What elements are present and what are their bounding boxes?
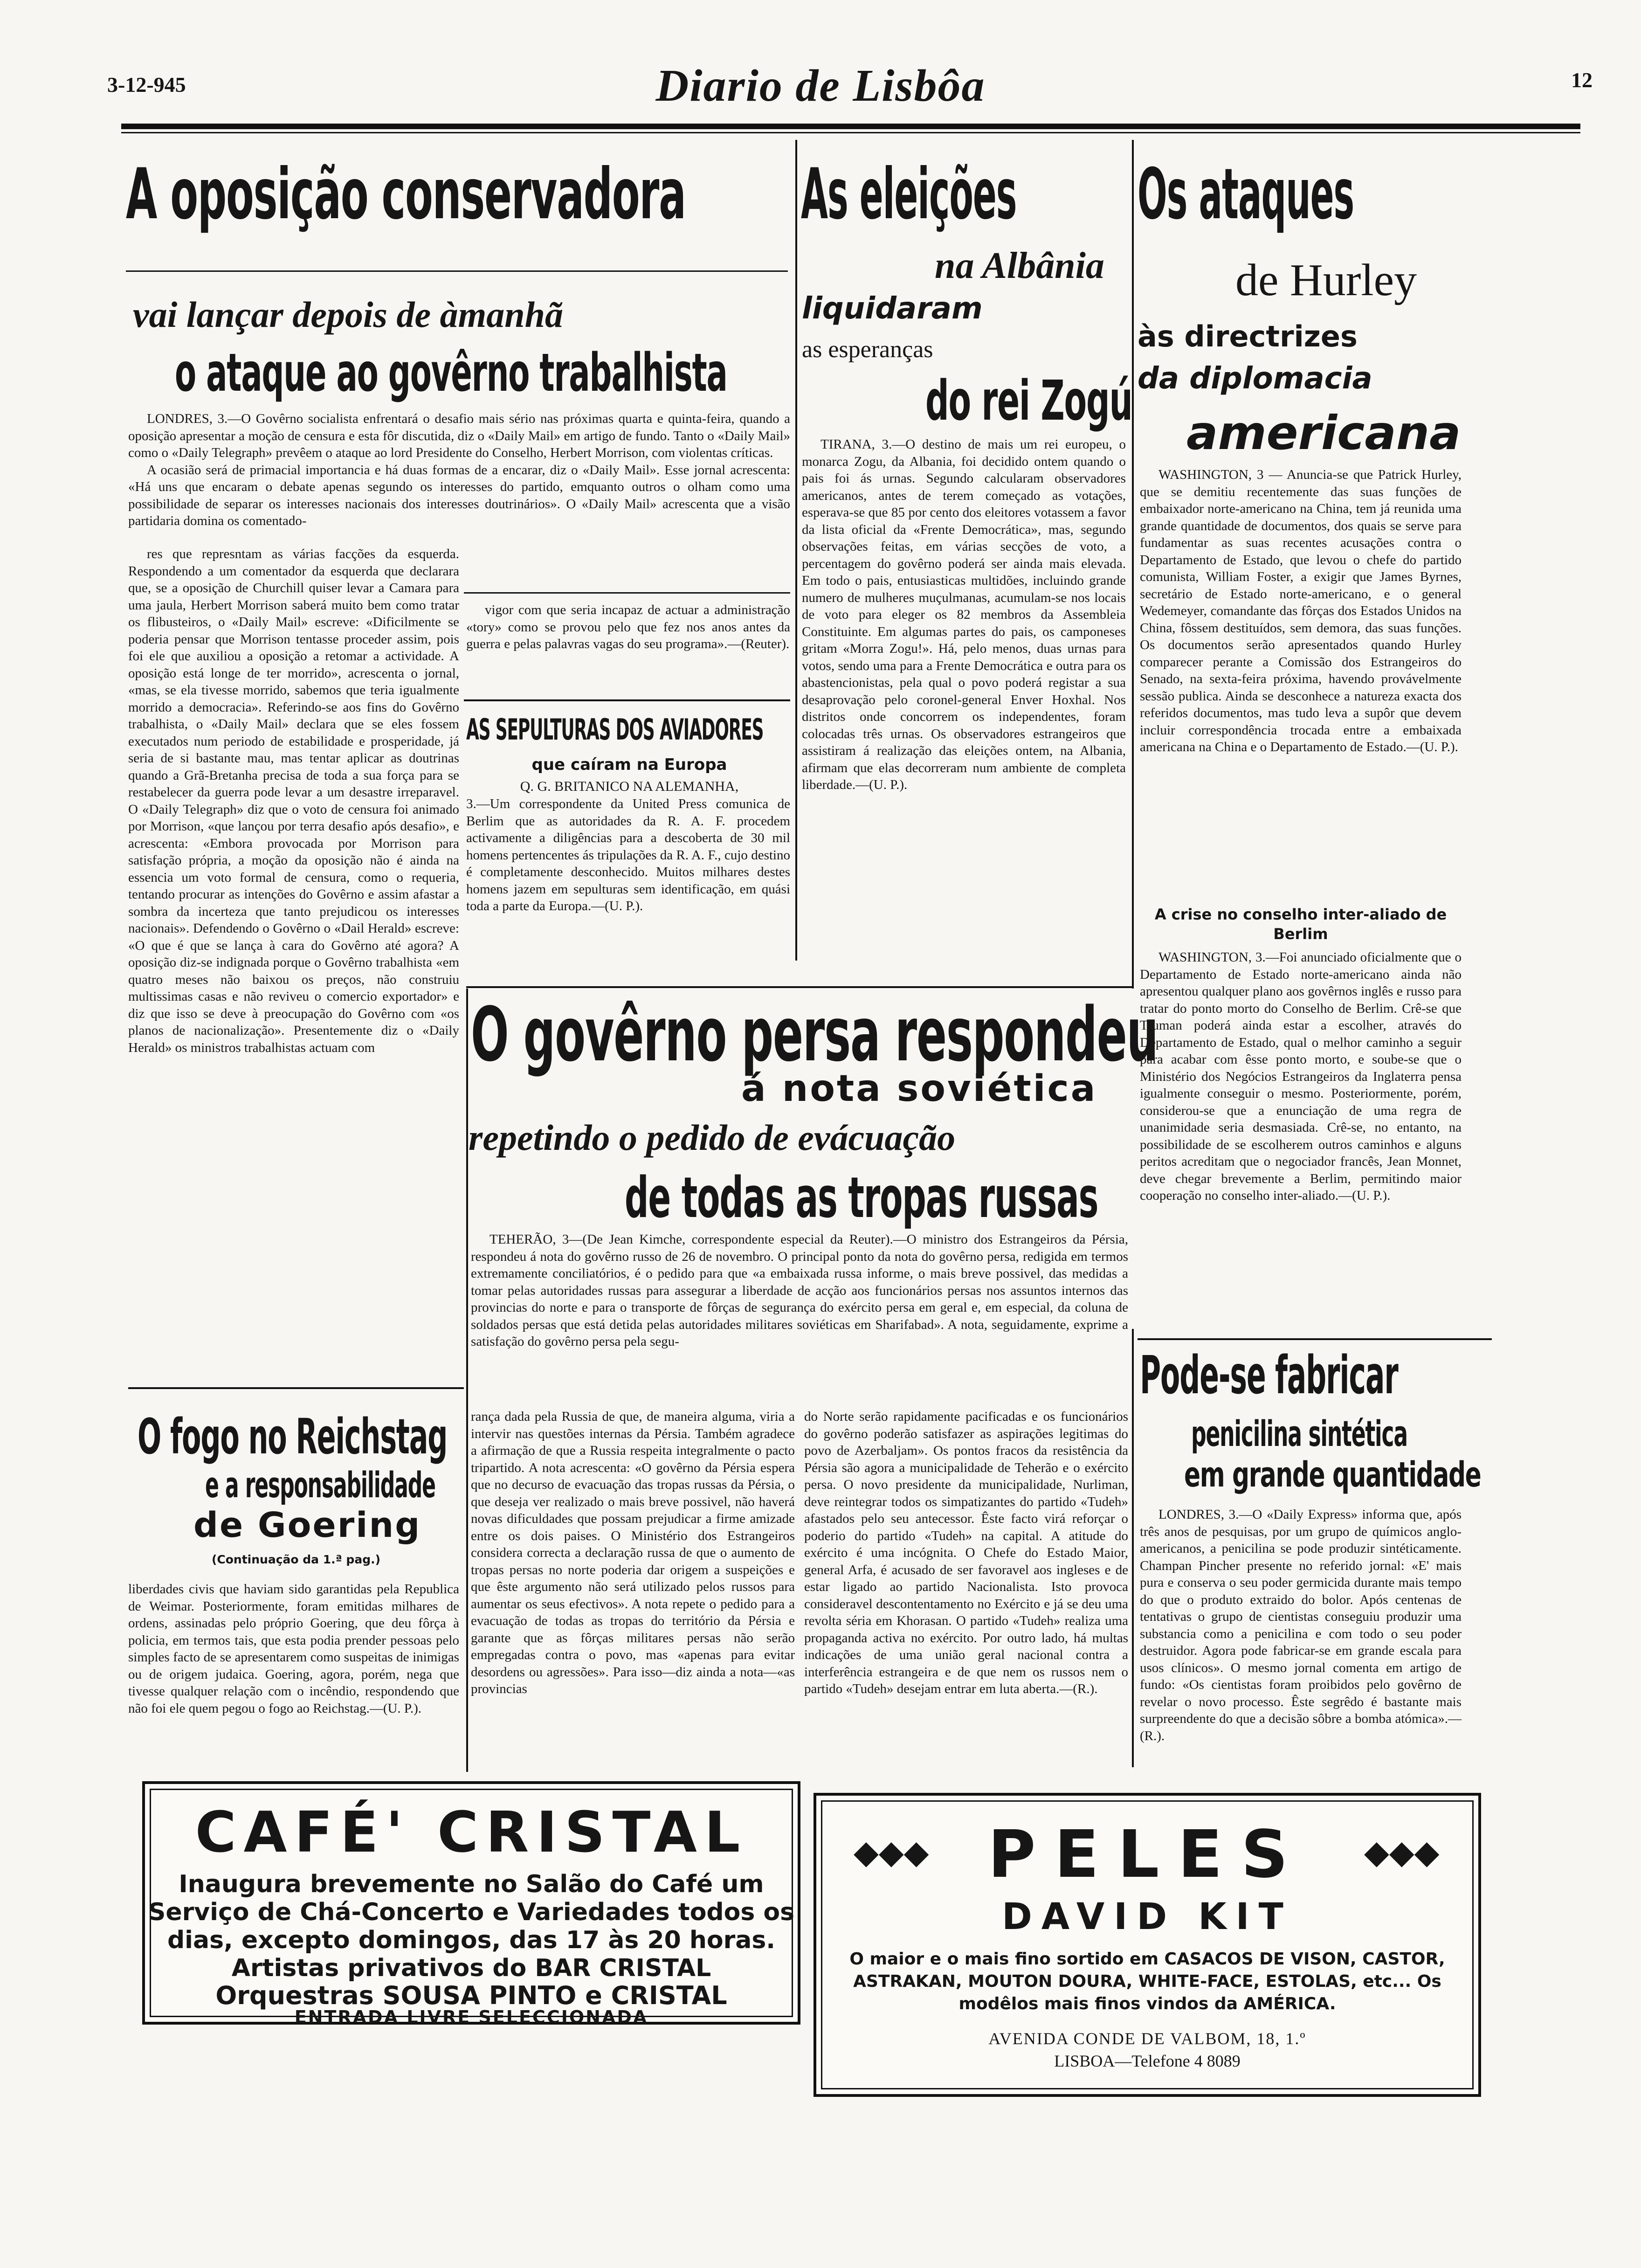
albania-body <box>802 436 1126 794</box>
ad-cafe-line: Inaugura brevemente no Salão do Café um <box>179 1870 764 1898</box>
column-divider <box>466 989 468 1772</box>
ad-peles-subtitle: DAVID KIT <box>1002 1896 1293 1938</box>
subhead-reichstag-2: de Goering <box>193 1505 421 1545</box>
subhead-penicillin-1: penicilina sintética <box>1191 1413 1407 1454</box>
masthead-rule-thin <box>121 132 1580 133</box>
body-paragraph: rança dada pela Russia de que, de maneira alguma, viria a intervir nas questões internas da Pérsia. Também agradece a afirmação de que a Russia respeita integralmente o pacto tripartido. A nota acrescenta: «O govêrno da Pérsia espera que no decurso de evacuação das tropas russas da Pérsia, o que deseja ver realizado o mais breve possivel, não haverá novas dificuldades que possam prejudicar a firme amizade entre os dois paises. O Ministério dos Estrangeiros considera correcta a declaração russa de que o aumento de tropas persas no norte poderia dar origem a suspeições e que êste argumento não será utilizado pelos russos para aumentar os seus efectivos». A nota repete o pedido para a evacuação de todas as tropas do território da Pérsia e garante que as fôrças militares persas não serão empregadas contra o povo, mas «apenas para evitar desordens ou agressões». Para isso—diz ainda a nota—«as provincias <box>471 1409 795 1696</box>
lead-paragraph: LONDRES, 3.—O Govêrno socialista enfrentará o desafio mais sério nas próximas quarta e quinta-feira, quando a oposição apresentar a moção de censura e esta fôr discutida, diz o «Daily Mail» em artigo de fundo. Tanto o «Daily Mail» como o «Daily Telegraph» prevêem o ataque ao lord Presidente do Conselho, Herbert Morrison, com violentas críticas. <box>128 411 790 460</box>
subhead-aviators: que caíram na Europa <box>531 755 727 774</box>
hurley-body <box>1140 466 1462 756</box>
masthead-title: Diario de Lisbôa <box>655 61 986 111</box>
body-paragraph: do Norte serão rapidamente pacificadas e os funcionários do govêrno poderão satisfazer as aspirações legitimas do povo de Azerbaljam». Os pontos fracos da resistência da Pérsia são agora a municipalidade de Teherão e o exército persa. O novo presidente da municipalidade, Nurliman, deve reintegrar todos os simpatizantes do partido «Tudeh» afastados pelo seu antecessor. Êste facto virá reforçar o poderio do partido «Tudeh» na capital. A atitude do exército é uma incógnita. O Chefe do Estado Maior, general Arfa, é acusado de ser favoravel aos ingleses e de estar ligado ao partido Nacionalista. Isto provoca consideravel descontentamento no Exército e já se deu uma revolta séria em Khorasan. O partido «Tudeh» realiza uma propaganda activa no exército. Por outro lado, há multas indicações de uma união geral nacional contra a interferência estrangeira e de que nem os russos nem o partido «Tudeh» desejam entrar em luta aberta.—(R.). <box>804 1409 1128 1696</box>
column-divider <box>1132 140 1134 989</box>
ad-cafe-line: ENTRADA LIVRE SELECCIONADA <box>294 2007 648 2027</box>
persia-lead <box>471 1231 1128 1350</box>
headline-rule <box>126 270 788 272</box>
persia-col2 <box>804 1408 1128 1753</box>
lead-paragraph: TEHERÃO, 3—(De Jean Kimche, correspondente especial da Reuter).—O ministro dos Estrangeiros da Pérsia, respondeu á nota do govêrno russo de 26 de novembro. O principal ponto da nota do govêrno persa, redigida em termos extremamente conciliatórios, é o pedido para que «a embaixada russa informe, o mais breve possivel, das medidas a tomar pelas autoridades russas para assegurar a liberdade de acção aos funcionários persas nos assuntos internos das provincias do norte e para o transporte de fôrças de segurança do exército persa em geral e, em especial, da coluna de soldados persas que está detida pelas autoridades militares soviéticas em Sharifabad». A nota, seguidamente, exprime a satisfação do govêrno persa pela segu- <box>471 1232 1128 1349</box>
section-rule <box>1138 1338 1492 1340</box>
hurley-box-body <box>1140 949 1462 1204</box>
subhead-hurley-3: da diplomacia <box>1138 361 1372 396</box>
subhead-albania-4: do rei Zogú <box>925 368 1132 433</box>
opposition-col2 <box>466 602 790 653</box>
subhead-hurley-1: de Hurley <box>1235 255 1417 305</box>
section-rule <box>128 1387 464 1389</box>
lead-paragraph: A ocasião será de primacial importancia e há duas formas de a encarar, diz o «Daily Mail». Esse jornal acrescenta: «Há uns que encaram o debate apenas segundo os interesses do partido, emquanto outros o olham como uma possibilidade de separar os interesses nacionais dos interesses doutrinários». O «Daily Mail» acrescenta que a visão partidaria domina os comentado- <box>128 462 790 528</box>
subhead-persia-2: repetindo o pedido de evácuação <box>469 1117 956 1158</box>
body-paragraph: vigor com que seria incapaz de actuar a administração «tory» como se provou pelo que fez nos anos antes da guerra e pelas palavras vagas do seu programa».—(Reuter). <box>466 602 790 651</box>
body-paragraph: TIRANA, 3.—O destino de mais um rei europeu, o monarca Zogu, da Albania, foi decidido ontem quando o pais foi ás urnas. Segundo calcularam observadores americanos, antes de terem começado as votações, esperava-se que 85 por cento dos eleitores votassem a favor da lista oficial da «Frente Democrática», mas, segundo observações feitas, em várias secções de voto, a percentagem do govêrno poderá ser ainda mais elevada. Em todo o pais, entusiasticas multidões, incluindo grande numero de mulheres muçulmanas, acumulam-se nos locais de voto para eleger os 82 membros da Assembleia Constituinte. Em algumas partes do pais, os camponeses gritam «Morra Zogu!». Há, pelo menos, duas urnas para votos, sendo uma para a Frente Democrática e outra para os abastencionistas, pela qual o povo poderá registar a sua desaprovação pelo coronel-general Enver Hoxhal. Nos distritos onde concorrem os independentes, foram colocadas três urnas. Os observadores estrangeiros que assistiram á realização das eleições ontem, na Albania, afirmam que elas decorreram num ambiente de completa liberdade.—(U. P.). <box>802 437 1126 792</box>
ornament-right-icon: ◆◆◆ <box>1364 1833 1440 1871</box>
body-paragraph: liberdades civis que haviam sido garantidas pela Republica de Weimar. Posteriormente, foram emitidas milhares de ordens, assinadas pelo próprio Goering, que deu fôrça à policia, em termos tais, que esta podia prender pessoas pelo simples facto de se apresentarem como suspeitas de inimigas ou de origem judaica. Goering, agora, porém, nega que tivesse qualquer relação com o incêndio, respondendo que não foi ele quem pegou o fogo ao Reichstag.—(U. P.). <box>128 1582 459 1716</box>
ad-peles <box>814 1793 1481 2097</box>
ad-peles-title: PELES <box>988 1817 1307 1893</box>
ad-peles-line: modêlos mais finos vindos da AMÉRICA. <box>958 1994 1336 2013</box>
aviators-body <box>466 795 790 915</box>
ad-cafe-cristal <box>142 1781 800 2025</box>
section-rule <box>464 699 790 701</box>
subhead-penicillin-2: em grande quantidade <box>1184 1455 1481 1495</box>
persia-col1 <box>471 1408 795 1753</box>
continued-note: (Continuação da 1.ª pag.) <box>211 1553 381 1566</box>
subhead-hurley-4: americana <box>1186 406 1461 460</box>
subhead-albania-2: liquidaram <box>802 291 983 326</box>
ad-cafe-line: dias, excepto domingos, das 17 às 20 horas. <box>167 1926 776 1954</box>
subhead-opposition-1: vai lançar depois de àmanhã <box>133 294 564 335</box>
ad-peles-line: ASTRAKAN, MOUTON DOURA, WHITE-FACE, ESTOLAS, etc... Os <box>853 1972 1441 1991</box>
subhead-opposition-2: o ataque ao govêrno trabalhista <box>175 343 727 403</box>
headline-reichstag: O fogo no Reichstag <box>138 1408 448 1465</box>
ornament-left-icon: ◆◆◆ <box>854 1833 929 1871</box>
ad-peles-line: O maior e o mais fino sortido em CASACOS DE VISON, CASTOR, <box>849 1950 1445 1969</box>
opposition-col1 <box>128 546 459 1408</box>
subhead-albania-1: na Albânia <box>935 245 1104 286</box>
ad-cafe-line: Artistas privativos do BAR CRISTAL <box>231 1954 711 1982</box>
section-rule <box>466 986 1133 988</box>
hurley-box-head: A crise no conselho inter-aliado de Berlim <box>1154 906 1447 943</box>
page-number: 12 <box>1571 68 1593 92</box>
penicillin-body <box>1140 1506 1462 1744</box>
subhead-albania-3: as esperanças <box>802 336 933 363</box>
body-paragraph: WASHINGTON, 3.—Foi anunciado oficialmente que o Departamento de Estado norte-americano ainda não apresentou qualquer plano aos govêrnos inglês e russo para tratar do ponto morto do Conselho de Berlim. Crê-se que Truman poderá ainda estar a escolher, através do Departamento de Estado, qual o melhor caminho a seguir para acabar com êsse ponto morto, e soube-se que o Ministério dos Negócios Estrangeiros da Inglaterra pensa igualmente conseguir o mesmo. Posteriormente, porém, considerou-se que a enunciação de uma regra de unanimidade seria desmasiada. Crê-se, no entanto, na possibilidade de se escolherem outros caminhos e alguns peritos acreditam que o negociador francês, Jean Monnet, deve chegar brevemente a Berlim, permitindo maior cooperação no conselho inter-aliado.—(U. P.). <box>1140 950 1462 1203</box>
lead-opposition <box>128 410 790 530</box>
ad-cafe-line: Orquestras SOUSA PINTO e CRISTAL <box>215 1981 727 2010</box>
column-divider <box>1132 1329 1134 1767</box>
headline-opposition: A oposição conservadora <box>126 154 686 235</box>
subhead-hurley-2: às directrizes <box>1138 319 1358 353</box>
headline-persia: O govêrno persa respondeu <box>471 991 1158 1078</box>
headline-albania: As eleições <box>801 154 1017 235</box>
column-divider <box>795 140 797 961</box>
subhead-persia-1: á nota soviética <box>741 1068 1097 1110</box>
reichstag-body <box>128 1581 459 1717</box>
body-paragraph: WASHINGTON, 3 — Anuncia-se que Patrick Hurley, que se demitiu recentemente das suas funções de embaixador norte-americano na China, tem já reunida uma grande quantidade de documentos, dos quais se serve para fundamentar as suas recentes acusações contra o Departamento de Estado, que levou o chefe do partido comunista, William Foster, a exigir que James Byrnes, secretário de Estado norte-americano, e o general Wedemeyer, comandante das fôrças dos Estados Unidos na China, fôssem destituídos, sem demora, das suas funções. Os documentos serão apresentados quando Hurley comparecer perante a Comissão dos Estrangeiros do Senado, na sexta-feira próxima, havendo provávelmente sessão publica. Ainda se desconhece a natureza exacta dos referidos documentos, mas tudo leva a supôr que devem incluir correspondência trocada entre a embaixada americana na China e o Departamento de Estado.—(U. P.). <box>1140 467 1462 754</box>
body-paragraph: res que represntam as várias facções da esquerda. Respondendo a um comentador da esquerda que declarara que, se a oposição de Churchill quiser levar a Camara para uma jaula, Herbert Morrison saberá muito bem como tratar os flibusteiros, o «Daily Mail» escreve: «Dificilmente se poderia pensar que Morrison tentasse proceder assim, pois foi ele que auxiliou a oposição a retomar a actividade. A oposição está longe de ter morrido», acrescenta o jornal, «mas, se ela tivesse morrido, sabemos que teria igualmente morrido a democracia». Referindo-se aos fins do Govêrno trabalhista, o «Daily Mail» declara que se eles fossem executados num periodo de estabilidade e prosperidade, já seria de si bastante mau, mas tentar aplicar as doutrinas quando a Grã-Bretanha precisa de toda a sua força para se restabelecer da guerra pode levar a um desastre irreparavel. O «Daily Telegraph» diz que o voto de censura foi animado por Morrison, «que lançou por terra desafio após desafio», e acrescenta: «Embora provocada por Morrison para satisfação própria, a moção da oposição não é ainda na essencia um voto formal de censura, como o requeria, tentando procurar as intenções do Govêrno e assim afastar a sombra da incerteza que tanto prejudicou os interesses nacionais». Defendendo o Govêrno o «Dail Herald» escreve: «O que é que se lança à cara do Govêrno até agora? A oposição diz-se indignada porque o Govêrno trabalhista «em quatro meses não baixou os preços, não construiu multissimas casas e não reviveu o comercio exportador» e diz que isso se deve à preocupação do Govêrno com «os planos de nacionalização». Presentemente diz o «Daily Herald» os ministros trabalhistas actuam com <box>128 546 459 1055</box>
subhead-reichstag-1: e a responsabilidade <box>205 1464 435 1506</box>
masthead-rule <box>121 124 1580 129</box>
ad-peles-address: AVENIDA CONDE DE VALBOM, 18, 1.º <box>988 2029 1306 2048</box>
ad-peles-city: LISBOA—Telefone 4 8089 <box>1054 2052 1241 2070</box>
body-paragraph: LONDRES, 3.—O «Daily Express» informa que, após três anos de pesquisas, por um grupo de químicos anglo-americanos, a penicilina se pode produzir sintéticamente. Champan Pincher presente no referido jornal: «E' mais pura e conserva o seu poder germicida durante mais tempo do que o produto extraido do bolor. Após centenas de tentativas o grupo de cientistas conseguiu produzir uma substancia como a penicilina e com todo o seu poder destruidor. Agora pode fabricar-se em grande escala para usos clínicos». O mesmo jornal comenta em artigo de fundo: «Os cientistas foram proibidos pelo govêrno de revelar o novo processo. Êste segrêdo é bastante mais surpreendente do que a decisão sôbre a bomba atómica».—(R.). <box>1140 1507 1462 1743</box>
ad-cafe-line: Serviço de Chá-Concerto e Variedades todos os <box>148 1898 795 1926</box>
issue-date: 3-12-945 <box>107 73 186 97</box>
headline-hurley: Os ataques <box>1138 154 1354 235</box>
ad-cafe-title: CAFÉ' CRISTAL <box>195 1800 748 1865</box>
headline-penicillin: Pode-se fabricar <box>1140 1345 1398 1406</box>
body-paragraph: 3.—Um correspondente da United Press comunica de Berlim que as autoridades da R. A. F. procedem activamente a diligências para a descoberta de 30 mil homens pertencentes ás tripulações da R. A. F., cujo destino é completamente desconhecido. Muitos milhares destes homens jazem em sepulturas sem identificação, em quási toda a parte da Europa.—(U. P.). <box>466 796 790 913</box>
column-rule <box>464 592 790 594</box>
dateline-aviators: Q. G. BRITANICO NA ALEMANHA, <box>520 779 739 794</box>
headline-aviators: AS SEPULTURAS DOS AVIADORES <box>466 712 764 747</box>
subhead-persia-3: de todas as tropas russas <box>625 1166 1098 1231</box>
